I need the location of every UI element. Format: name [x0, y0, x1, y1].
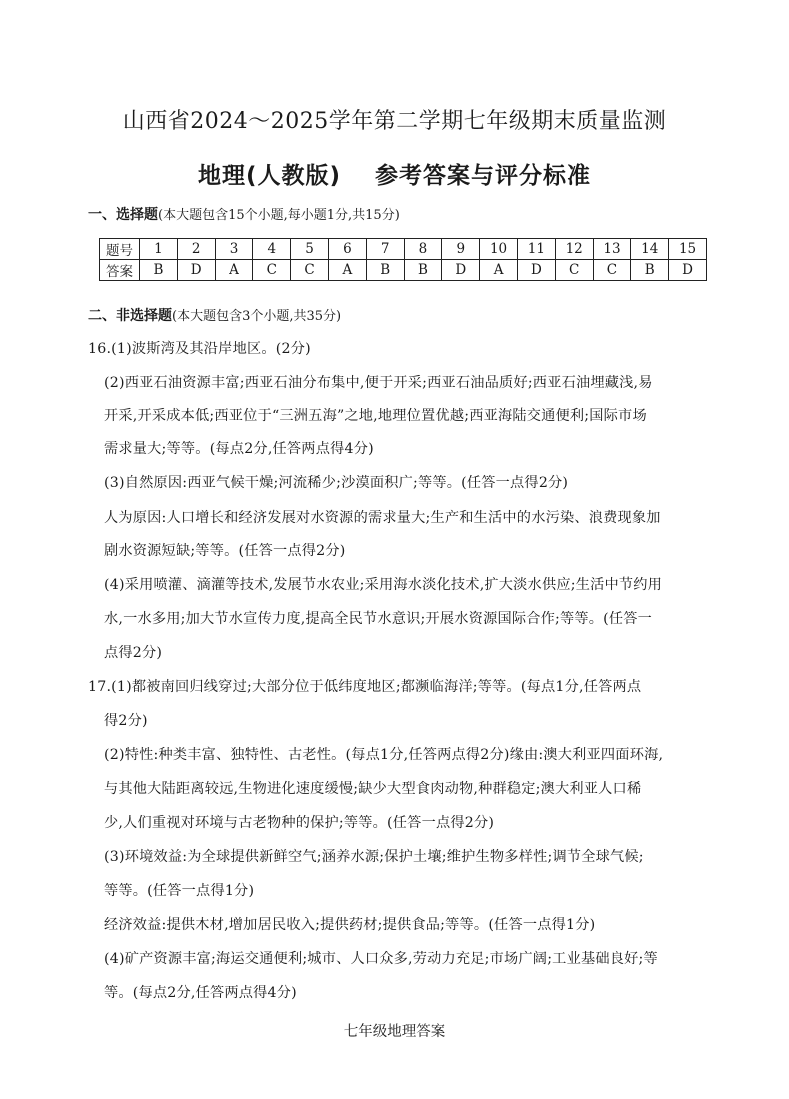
section-choice-note: (本大题包含15个小题,每小题1分,共15分) — [158, 208, 400, 223]
question-number-cell: 9 — [442, 239, 480, 260]
row-label-answers: 答案 — [100, 260, 140, 281]
q16-part2-line: (2)西亚石油资源丰富;西亚石油分布集中,便于开采;西亚石油品质好;西亚石油埋藏浅,易 — [104, 375, 653, 391]
answer-table-number-row — [100, 239, 707, 260]
question-number-cell: 3 — [215, 239, 253, 260]
answer-cell: B — [404, 260, 442, 281]
q16-part4-line: (4)采用喷灌、滴灌等技术,发展节水农业;采用海水淡化技术,扩大淡水供应;生活中节约用 — [104, 577, 663, 593]
page-footer: 七年级地理答案 — [343, 1024, 446, 1040]
section-nonchoice-note: (本大题包含3个小题,共35分) — [172, 309, 342, 324]
q16-part4-line: 水,一水多用;加大节水宣传力度,提高全民节水意识;开展水资源国际合作;等等。(任答一 — [104, 611, 653, 627]
question-number-cell: 12 — [555, 239, 593, 260]
page-subtitle — [0, 157, 789, 190]
question-number-cell: 15 — [669, 239, 707, 260]
section-nonchoice-title: 二、非选择题 — [88, 308, 172, 324]
answer-cell: A — [328, 260, 366, 281]
answer-table-answer-row — [100, 260, 707, 281]
question-number-cell: 7 — [366, 239, 404, 260]
question-number-cell: 2 — [177, 239, 215, 260]
answer-cell: D — [442, 260, 480, 281]
page-title: 山西省2024～2025学年第二学期七年级期末质量监测 — [122, 109, 667, 134]
q16-part2-line: 需求量大;等等。(每点2分,任答两点得4分) — [104, 441, 374, 457]
answer-cell: B — [631, 260, 669, 281]
q17-part3-line: 经济效益:提供木材,增加居民收入;提供药材;提供食品;等等。(任答一点得1分) — [104, 917, 596, 933]
q16-part4-line: 点得2分) — [104, 645, 163, 661]
question-number-cell: 1 — [140, 239, 178, 260]
answer-cell: C — [593, 260, 631, 281]
q17-part2-line: 少,人们重视对环境与古老物种的保护;等等。(任答一点得2分) — [104, 815, 495, 831]
q16-part2-line: 开采,开采成本低;西亚位于“三洲五海”之地,地理位置优越;西亚海陆交通便利;国际市场 — [104, 408, 647, 424]
question-number-cell: 8 — [404, 239, 442, 260]
q16-part3-line: (3)自然原因:西亚气候干燥;河流稀少;沙漠面积广;等等。(任答一点得2分) — [104, 475, 569, 491]
q17-part3-line: 等等。(任答一点得1分) — [104, 883, 255, 899]
answer-cell: D — [669, 260, 707, 281]
answer-cell: A — [480, 260, 518, 281]
q17-part2-line: (2)特性:种类丰富、独特性、古老性。(每点1分,任答两点得2分)缘由:澳大利亚四面环海, — [104, 747, 664, 763]
answer-cell: D — [177, 260, 215, 281]
answer-cell: B — [140, 260, 178, 281]
q17-part2-line: 与其他大陆距离较远,生物进化速度缓慢;缺少大型食肉动物,种群稳定;澳大利亚人口稀 — [104, 781, 642, 797]
answer-cell: D — [517, 260, 555, 281]
question-number-cell: 10 — [480, 239, 518, 260]
q17-part1-line: 得2分) — [104, 713, 148, 729]
question-number-cell: 4 — [253, 239, 291, 260]
answer-cell: C — [555, 260, 593, 281]
q17-part1-line: 17.(1)都被南回归线穿过;大部分位于低纬度地区;都濒临海洋;等等。(每点1分,任答两点 — [88, 679, 642, 695]
q16-part1-line: 16.(1)波斯湾及其沿岸地区。(2分) — [88, 341, 311, 357]
answer-cell: C — [291, 260, 329, 281]
question-number-cell: 6 — [328, 239, 366, 260]
q17-part4-line: (4)矿产资源丰富;海运交通便利;城市、人口众多,劳动力充足;市场广阔;工业基础良好;等 — [104, 951, 658, 967]
answer-cell: C — [253, 260, 291, 281]
question-number-cell: 5 — [291, 239, 329, 260]
answer-table — [99, 238, 707, 281]
question-number-cell: 13 — [593, 239, 631, 260]
q17-part3-line: (3)环境效益:为全球提供新鲜空气;涵养水源;保护土壤;维护生物多样性;调节全球气候; — [104, 849, 644, 865]
question-number-cell: 14 — [631, 239, 669, 260]
q16-part3-line: 剧水资源短缺;等等。(任答一点得2分) — [104, 543, 346, 559]
q17-part4-line: 等。(每点2分,任答两点得4分) — [104, 985, 297, 1001]
question-number-cell: 11 — [517, 239, 555, 260]
subject-label: 地理(人教版) — [197, 163, 342, 189]
section-choice-heading — [88, 204, 400, 224]
answer-cell: B — [366, 260, 404, 281]
answer-key-label: 参考答案与评分标准 — [375, 163, 592, 189]
section-choice-title: 一、选择题 — [88, 207, 158, 223]
section-nonchoice-heading — [88, 305, 341, 325]
answer-cell: A — [215, 260, 253, 281]
row-label-numbers: 题号 — [100, 239, 140, 260]
q16-part3-line: 人为原因:人口增长和经济发展对水资源的需求量大;生产和生活中的水污染、浪费现象加 — [104, 510, 661, 526]
